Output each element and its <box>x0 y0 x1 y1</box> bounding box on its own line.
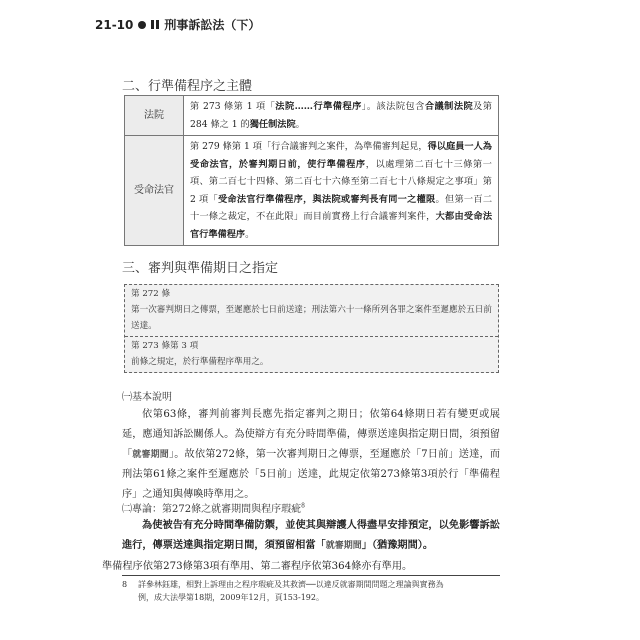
page-number: 21-10 <box>95 17 134 32</box>
emphasis-text: 大都由受命法官行準備程序 <box>190 211 493 240</box>
description-cell <box>184 96 499 136</box>
header-dot-icon <box>138 21 146 29</box>
emphasis-text: 法院……行準備程序 <box>275 101 362 112</box>
court-subject-table <box>124 95 499 246</box>
role-cell: 受命法官 <box>125 136 184 246</box>
article-text: 前條之規定，於行準備程序準用之。 <box>131 357 269 367</box>
text-run: ，以處理第二百七十三條第一項、第二百七十四條、第二百七十六條至第二百七十八條規定之事項」第 2 項「 <box>190 158 492 205</box>
statute-article <box>125 285 498 336</box>
term-text: 就審期間 <box>325 540 362 551</box>
emphasis-text: 為使被告有充分時間準備防禦，並使其與辯護人得盡早安排預定，以免影響訴訟進行，傳票送達與指定期日間，須預留相當「 <box>122 519 500 551</box>
text-run: 準備程序依第273條第3項有準用、第二審程序依第364條亦有準用。 <box>102 560 413 572</box>
footnote-number: 8 <box>122 580 128 589</box>
footnote-ref[interactable]: 8 <box>301 502 305 510</box>
footnote-divider <box>122 575 500 576</box>
text-run: 依第63條，審判前審判長應先指定審判之期日；依第64條期日若有變更或展延，應通知訴訟關係人。為使辯方有充分時間準備，傳票送達與指定期日間，須預留「 <box>122 409 500 460</box>
statute-box <box>124 284 499 373</box>
article-text: 第一次審判期日之傳票，至遲應於七日前送達；刑法第六十一條所列各罪之案件至遲應於五日前送達。 <box>131 305 492 331</box>
section-3-title: 三、審判與準備期日之指定 <box>122 261 279 276</box>
text-run: 」。故依第272條，第一次審判期日之傳票，至遲應於「7日前」送達，而刑法第61條之案件至遲應於「5日前」送達，此規定依第273條第3項於行「準備程序」之通知與傳喚時準用之。 <box>122 448 501 501</box>
term-text: 就審期間 <box>132 449 169 460</box>
footnote-line: 例，成大法學第18期，2009年12月，頁153-192。 <box>138 593 324 602</box>
text-run: 。 <box>245 228 255 240</box>
header-bars-icon <box>151 20 159 29</box>
text-run: 。但第一百二十一條之裁定，不在此限」而目前實務上行合議審判案件， <box>190 193 493 222</box>
statute-article <box>125 336 498 372</box>
emphasis-text: 合議制法院 <box>424 101 474 112</box>
page-header <box>95 16 260 33</box>
text-run: 及第 284 條之 1 的 <box>190 101 493 130</box>
subsection-2-heading <box>122 500 305 515</box>
role-cell: 法院 <box>125 96 184 136</box>
emphasis-text: 受命法官行準備程序，與法院或審判長有同一之權限 <box>217 193 436 205</box>
special-topic-paragraph <box>102 516 500 576</box>
text-run: 。 <box>295 118 305 130</box>
footnote-line <box>122 578 500 591</box>
book-title: 刑事訴訟法（下） <box>164 18 261 32</box>
article-label: 第 272 條 <box>131 289 171 299</box>
emphasis-text: 得以庭員一人為受命法官，於審判期日前，使行準備程序 <box>190 141 492 170</box>
description-cell <box>184 136 499 246</box>
footnote-text: 詳參林鈺雄，相對上訴理由之程序瑕疵及其救濟──以違反就審期間問題之理論與實務為 <box>138 580 444 589</box>
footnote <box>122 578 500 604</box>
heading-text: ㈡專論：第272條之就審期間與程序瑕疵 <box>122 504 302 515</box>
text-run: 第 273 條第 1 項「 <box>190 101 276 112</box>
subsection-1-heading: ㈠基本說明 <box>122 392 172 403</box>
text-run: 第 279 條第 1 項「行合議審判之案件，為準備審判起見， <box>190 141 428 152</box>
article-label: 第 273 條第 3 項 <box>131 341 199 351</box>
table-row <box>125 96 499 136</box>
table-row <box>125 136 499 246</box>
basic-explanation-paragraph <box>122 405 500 505</box>
emphasis-text: 」（猶豫期間）。 <box>361 538 434 551</box>
emphasis-text: 獨任制法院 <box>249 118 296 130</box>
section-2-title: 二、行準備程序之主體 <box>122 79 253 94</box>
text-run: 」。該法院包含 <box>361 101 425 112</box>
